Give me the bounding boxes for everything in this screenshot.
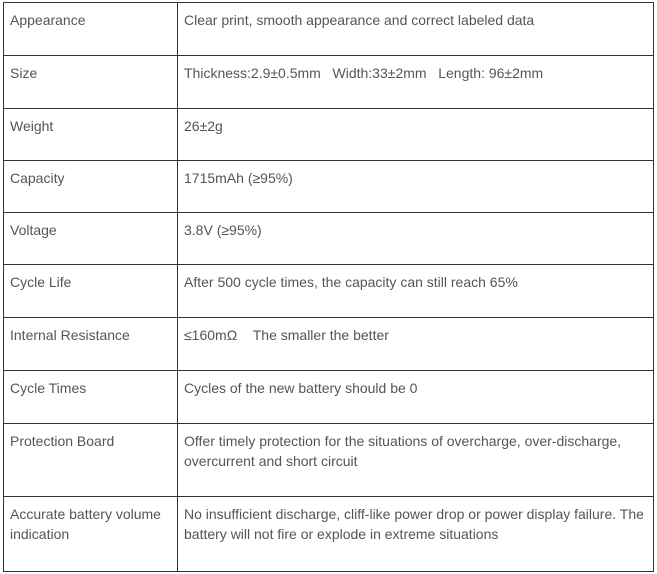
spec-label: Cycle Times <box>4 371 178 424</box>
spec-label: Voltage <box>4 213 178 265</box>
table-row <box>4 318 654 371</box>
table-row <box>4 265 654 318</box>
table-row <box>4 213 654 265</box>
spec-value: No insufficient discharge, cliff-like power drop or power display failure. The battery will not fire or explode in extreme situations <box>178 497 654 572</box>
spec-value: Thickness:2.9±0.5mm Width:33±2mm Length: 96±2mm <box>178 56 654 109</box>
spec-value: Cycles of the new battery should be 0 <box>178 371 654 424</box>
spec-label: Internal Resistance <box>4 318 178 371</box>
spec-value: Clear print, smooth appearance and correct labeled data <box>178 3 654 56</box>
spec-value: 1715mAh (≥95%) <box>178 161 654 213</box>
table-row <box>4 3 654 56</box>
spec-label: Accurate battery volume indication <box>4 497 178 572</box>
table-row <box>4 56 654 109</box>
spec-label: Weight <box>4 109 178 161</box>
spec-value: 3.8V (≥95%) <box>178 213 654 265</box>
spec-value: Offer timely protection for the situations of overcharge, over-discharge, overcurrent and short circuit <box>178 424 654 497</box>
table-row <box>4 497 654 572</box>
table-row <box>4 161 654 213</box>
spec-label: Capacity <box>4 161 178 213</box>
spec-label: Appearance <box>4 3 178 56</box>
spec-value: 26±2g <box>178 109 654 161</box>
spec-label: Protection Board <box>4 424 178 497</box>
table-row <box>4 371 654 424</box>
spec-value: After 500 cycle times, the capacity can still reach 65% <box>178 265 654 318</box>
spec-value: ≤160mΩ The smaller the better <box>178 318 654 371</box>
table-row <box>4 424 654 497</box>
spec-label: Cycle Life <box>4 265 178 318</box>
spec-label: Size <box>4 56 178 109</box>
battery-spec-table <box>3 2 654 572</box>
table-row <box>4 109 654 161</box>
